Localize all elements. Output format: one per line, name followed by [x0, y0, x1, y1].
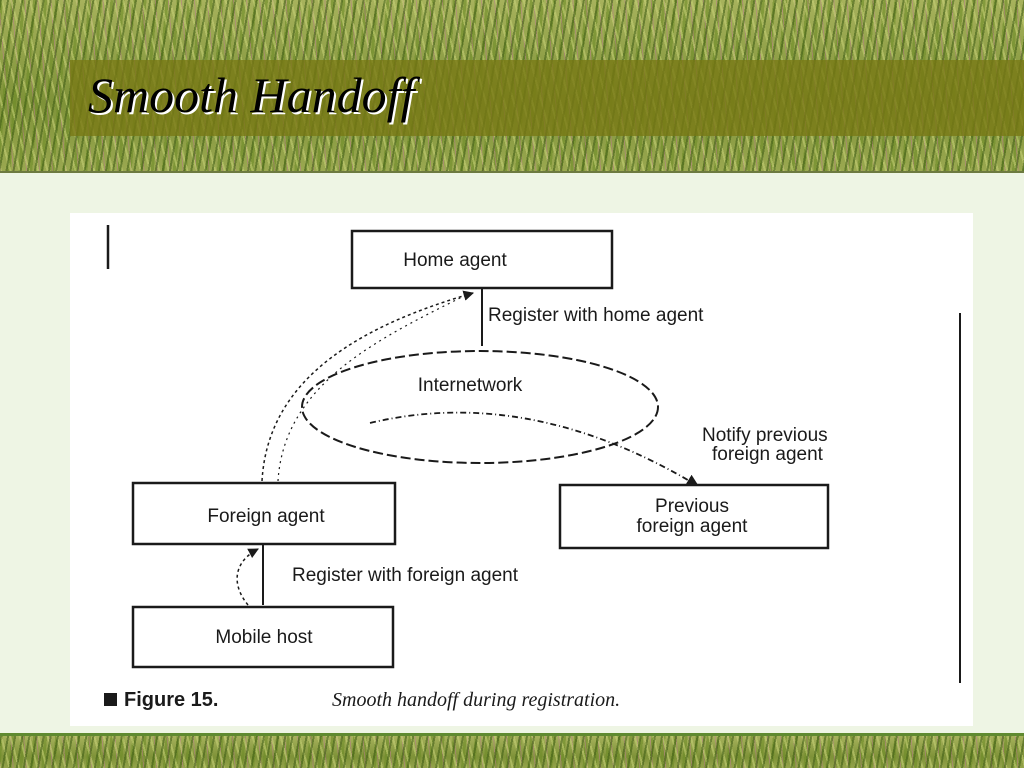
previous-foreign-agent-node: [560, 485, 828, 548]
handoff-diagram: [70, 213, 973, 726]
previous-foreign-agent-label-line1: Previous: [655, 496, 729, 517]
slide-title: Smooth Handoff: [88, 67, 415, 123]
caption-bullet: [104, 693, 117, 706]
mobile-to-foreign-path: [237, 549, 258, 605]
foreign-agent-node: [133, 483, 395, 544]
previous-foreign-agent-label-line2: foreign agent: [636, 516, 748, 537]
notify-previous-label-line1: Notify previous: [702, 425, 828, 446]
caption-text: Smooth handoff during registration.: [332, 689, 621, 711]
bottom-grass-banner: [0, 733, 1024, 768]
home-agent-label: Home agent: [403, 250, 507, 271]
mobile-host-node: [133, 607, 393, 667]
register-home-label: Register with home agent: [488, 305, 704, 326]
figure-panel: [70, 213, 973, 726]
foreign-agent-label: Foreign agent: [207, 506, 325, 527]
internetwork-node: [302, 351, 658, 463]
internetwork-label: Internetwork: [417, 375, 523, 396]
mobile-host-label: Mobile host: [215, 627, 313, 648]
notify-previous-label-line2: foreign agent: [712, 444, 823, 465]
register-foreign-label: Register with foreign agent: [292, 565, 519, 586]
home-agent-node: [352, 231, 612, 288]
caption-figure-number: Figure 15.: [124, 689, 219, 711]
